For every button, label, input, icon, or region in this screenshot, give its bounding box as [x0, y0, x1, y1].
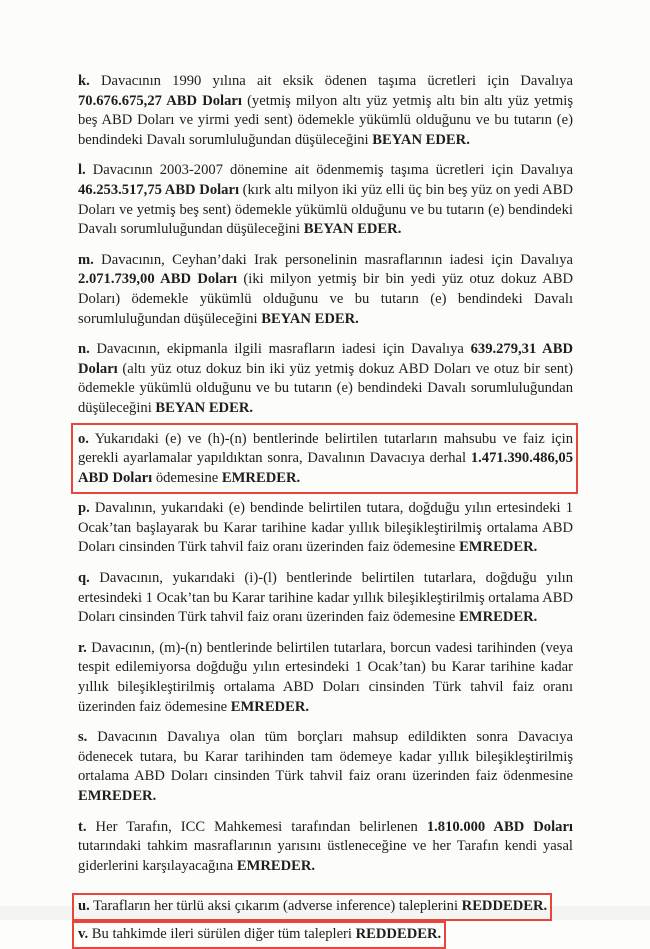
amount: 46.253.517,75 ABD Doları: [78, 181, 239, 198]
ruling-verb: REDDEDER.: [355, 925, 442, 942]
paragraph-u-highlighted: u. Tarafların her türlü aksi çıkarım (adverse inference) taleplerini REDDEDER.: [78, 897, 547, 917]
ruling-verb: EMREDER.: [236, 857, 316, 874]
paragraph-r: r. Davacının, (m)-(n) bentlerinde belirtilen tutarlara, borcun vadesi tarihinden (veya tespit edilemiyorsa doğduğu yılın ertesindeki 1 Ocak’tan) bu Karar tarihine kadar yıllık bileşikleştirilmiş ortalama ABD Doları cinsinden Türk tahvil faiz oranı üzerinden faiz ödemesine EMREDER.: [78, 639, 573, 715]
ruling-verb: BEYAN EDER.: [155, 399, 254, 416]
paragraph-label: u.: [78, 898, 90, 915]
paragraph-label: k.: [78, 73, 90, 89]
document-body: [78, 72, 573, 945]
amount: 70.676.675,27 ABD Doları: [78, 92, 242, 109]
paragraph-label: r.: [78, 639, 87, 656]
paragraph-l: l. Davacının 2003-2007 dönemine ait ödenmemiş taşıma ücretleri için Davalıya 46.253.517,75 ABD Doları (kırk altı milyon iki yüz elli üç bin beş yüz on yedi ABD Doları ve yetmiş beş sent) ödemekle yükümlü olduğunu ve bu tutarın (e) bendindeki Davalı sorumluluğundan düşüleceğini BEYAN EDER.: [78, 162, 573, 238]
paragraph-m: m. Davacının, Ceyhan’daki Irak personelinin masraflarının iadesi için Davalıya 2.071.739,00 ABD Doları (iki milyon yetmiş bir bin yedi yüz otuz dokuz ABD Doları) ödemekle yükümlü olduğunu ve bu tutarın (e) bendindeki Davalı sorumluluğundan düşüleceğini BEYAN EDER.: [78, 251, 574, 327]
ruling-verb: REDDEDER.: [461, 898, 548, 915]
paragraph-label: o.: [78, 430, 89, 447]
amount: 1.810.000 ABD Doları: [426, 818, 573, 835]
paragraph-label: v.: [78, 925, 89, 942]
paragraph-label: q.: [78, 570, 90, 587]
ruling-verb: EMREDER.: [78, 788, 157, 804]
paragraph-label: s.: [78, 729, 88, 746]
paragraph-o-highlighted: o. Yukarıdaki (e) ve (h)-(n) bentlerinde belirtilen tutarların mahsubu ve faiz için gerekli ayarlamalar yapıldıktan sonra, Davalının Davacıya derhal 1.471.390.486,05 ABD Doları ödemesine EMREDER.: [78, 430, 573, 489]
amount: 1.471.390.486,05 ABD Doları: [78, 450, 573, 486]
paragraph-v-highlighted: v. Bu tahkimde ileri sürülen diğer tüm talepleri REDDEDER.: [78, 925, 441, 945]
paragraph-label: m.: [78, 251, 94, 268]
ruling-verb: BEYAN EDER.: [303, 221, 402, 238]
paragraph-q: q. Davacının, yukarıdaki (i)-(l) bentlerinde belirtilen tutarlara, doğduğu yılın ertesindeki 1 Ocak’tan bu Karar tarihine kadar yıllık bileşikleştirilmiş ortalama ABD Doları cinsinden Türk tahvil faiz oranı üzerinden faiz ödemesine EMREDER.: [78, 570, 573, 626]
amount: 639.279,31 ABD Doları: [78, 341, 573, 377]
paragraph-n: n. Davacının, ekipmanla ilgili masrafların iadesi için Davalıya 639.279,31 ABD Doları (altı yüz otuz dokuz bin iki yüz yetmiş dokuz ABD Doları ve otuz bir sent) ödemekle yükümlü olduğunu ve bu tutarın (e) bendindeki Davalı sorumluluğundan düşüleceğini BEYAN EDER.: [78, 341, 573, 416]
ruling-verb: EMREDER.: [230, 698, 310, 715]
paragraph-k: k. Davacının 1990 yılına ait eksik ödenen taşıma ücretleri için Davalıya 70.676.675,27 ABD Doları (yetmiş milyon altı yüz yetmiş altı bin altı yüz yetmiş beş ABD Doları ve yirmi yedi sent) ödemekle yükümlü olduğunu ve bu tutarın (e) bendindeki Davalı sorumluluğundan düşüleceğini BEYAN EDER.: [78, 73, 573, 148]
ruling-verb: BEYAN EDER.: [372, 131, 470, 148]
ruling-verb: EMREDER.: [459, 609, 538, 626]
paragraph-label: t.: [78, 818, 87, 835]
paragraph-label: p.: [78, 500, 90, 517]
paragraph-label: l.: [78, 162, 86, 179]
paragraph-s: s. Davacının Davalıya olan tüm borçları mahsup edildikten sonra Davacıya ödenecek tutara, bu Karar tarihinden tam ödemeye kadar yıllık bileşikleştirilmiş ortalama ABD Doları cinsinden Türk tahvil faiz oranı üzerinden faiz ödenmesine EMREDER.: [78, 729, 573, 804]
paragraph-p: p. Davalının, yukarıdaki (e) bendinde belirtilen tutara, doğduğu yılın ertesindeki 1 Ocak’tan başlayarak bu Karar tarihine kadar yıllık bileşikleştirilmiş ortalama ABD Doları cinsinden Türk tahvil faiz oranı üzerinden faiz ödemesine EMREDER.: [78, 500, 573, 556]
amount: 2.071.739,00 ABD Doları: [78, 271, 238, 288]
paragraph-t: t. Her Tarafın, ICC Mahkemesi tarafından belirlenen 1.810.000 ABD Doları tutarındaki tahkim masraflarının yarısını üstleneceğine ve her Tarafın kendi yasal giderlerini karşılayacağına EMREDER.: [78, 818, 573, 874]
ruling-verb: EMREDER.: [221, 469, 301, 486]
paragraph-label: n.: [78, 341, 90, 358]
ruling-verb: EMREDER.: [459, 539, 538, 556]
ruling-verb: BEYAN EDER.: [261, 310, 359, 327]
